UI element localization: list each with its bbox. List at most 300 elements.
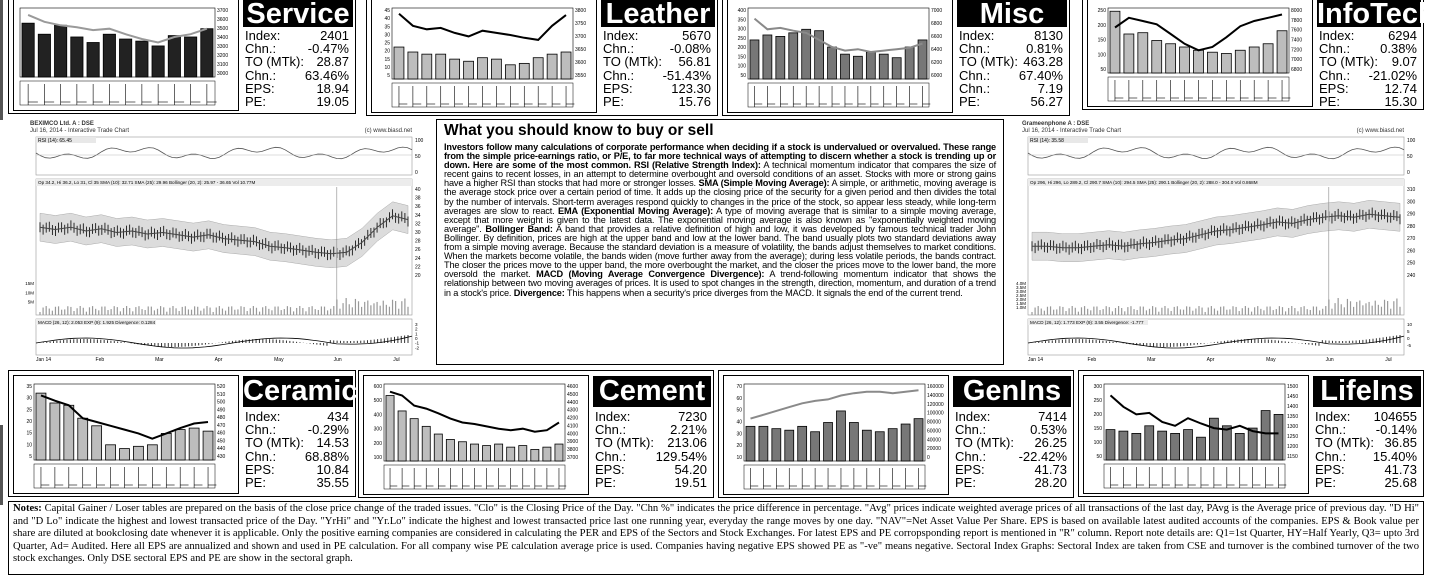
turnover-bar [458,442,466,461]
leather-index-chart [371,0,597,113]
right-axis-tick: 1250 [1287,434,1299,440]
stat-row [955,436,1067,449]
turnover-bar [1263,44,1273,73]
turnover-bar [750,40,759,79]
right-axis-tick: 490 [217,407,226,414]
stat-row [595,476,707,489]
right-axis-tick: 0 [927,455,930,461]
stat-value: 19.51 [674,475,707,491]
stat-value: 15.40% [1372,448,1417,464]
stat-label: Chn.: [1319,41,1351,57]
macd-tick: -2 [415,345,420,351]
chart-site: (c) www.biasd.net [1356,128,1404,134]
chart-date: Jul 16, 2014 - Interactive Trade Chart [1022,128,1122,134]
month-label: Jun [1325,357,1334,363]
index-line [751,390,919,418]
ceramic-stats [245,410,349,489]
turnover-bar [394,47,404,79]
turnover-bar [763,35,772,79]
cement-title: Cement [593,376,711,407]
stat-row [245,55,349,68]
stat-row [959,55,1063,68]
right-axis-tick: 3900 [567,439,579,446]
grameenphone-tech-chart [1015,121,1422,363]
stat-label: Chn.: [959,67,991,83]
plot-frame [748,8,929,79]
left-axis-tick: 30 [26,395,32,402]
turnover-bar [398,411,406,461]
left-axis-tick: 40 [736,419,742,426]
stat-label: TO (MTk): [245,435,304,451]
cement-index-chart [363,375,589,495]
right-axis-tick: 6600 [931,34,943,40]
right-axis-tick: 3800 [575,8,587,14]
left-axis-tick: 45 [384,8,390,14]
turnover-bar [36,393,46,460]
stat-value: 213.06 [667,435,707,451]
turnover-bar [64,405,74,460]
stat-label: Index: [603,28,639,43]
stat-value: 0.38% [1380,41,1417,57]
bollinger-heading: Bollinger Band: [485,223,553,234]
turnover-bar [828,47,837,79]
stat-label: PE: [1319,94,1340,110]
turnover-bar [495,444,503,461]
stat-value: -0.08% [669,41,711,57]
volume-tick-label: 3.5M [1015,285,1026,290]
turnover-bar [1221,54,1231,74]
tech-chart-header [1022,121,1422,135]
stat-row [245,436,349,449]
stat-value: 123.30 [671,80,711,96]
turnover-bar [879,54,888,79]
right-axis-tick: 120000 [927,401,944,408]
price-tick: 30 [415,230,421,236]
turnover-bar [519,63,529,79]
volume-tick-label: 1.5M [1015,301,1026,306]
stat-row [603,95,711,108]
stat-row [595,436,707,449]
left-axis-tick: 100 [1097,52,1106,59]
right-axis-tick: 480 [217,415,226,422]
rsi-label: RSI (14): 65.45 [38,138,72,144]
stat-row [245,69,349,82]
right-axis-tick: 6200 [931,60,943,66]
turnover-bar [175,430,185,460]
left-axis-tick: 150 [1093,426,1102,432]
stat-value: -21.02% [1368,67,1417,83]
stat-value: 5670 [682,28,711,43]
turnover-bar [1194,50,1204,73]
month-label: Feb [1087,357,1097,363]
right-axis-tick: 3700 [217,8,229,14]
stat-value: 36.85 [1384,435,1417,451]
chart-subheader [1022,128,1422,135]
right-axis-tick: 3650 [575,47,587,53]
genins-stats [955,410,1067,489]
right-axis-tick: 440 [217,446,226,453]
genins-index-chart [723,375,949,495]
rsi-label: RSI (14): 35.58 [1030,138,1064,144]
left-axis-tick: 10 [26,442,32,449]
left-axis-tick: 200 [1097,22,1106,29]
left-axis-tick: 200 [373,440,382,447]
stat-row [1319,95,1417,108]
turnover-bar [120,39,132,77]
stat-value: -51.43% [662,67,711,83]
stat-label: Index: [955,409,991,424]
stat-value: -0.14% [1375,422,1417,438]
rsi-tick: 50 [1407,154,1413,160]
turnover-bar [531,449,539,461]
turnover-bar [120,449,130,460]
right-axis-tick: 3700 [575,34,587,40]
volume-strip [20,81,215,105]
stat-label: TO (MTk): [959,54,1018,70]
right-axis-tick: 520 [217,384,226,390]
left-axis-tick: 200 [737,45,746,52]
ceramic-index-chart [13,375,239,494]
turnover-bar [1197,437,1206,460]
left-axis-tick: 5 [387,73,390,79]
cement-stats [595,410,707,489]
left-axis-tick: 150 [737,54,746,61]
turnover-bar [837,411,846,461]
macd-tick: 5 [1407,329,1410,334]
right-axis-tick: 3400 [217,35,229,41]
right-axis-tick: 20000 [927,446,941,453]
right-axis-tick: 6000 [931,73,943,79]
stat-value: 463.28 [1023,54,1063,70]
turnover-bar [547,54,557,79]
stock-name: Grameenphone A : DSE [1022,121,1090,127]
left-axis-tick: 50 [736,407,742,414]
turnover-bar [55,25,67,77]
turnover-bar [1138,33,1148,73]
right-axis-tick: 4200 [567,415,579,422]
stat-label: EPS: [1319,80,1349,96]
stat-row [245,95,349,108]
stat-row [1315,450,1417,463]
price-tick: 260 [1407,248,1416,255]
stat-value: 0.81% [1026,41,1063,57]
stat-value: -0.47% [307,41,349,57]
turnover-bar [203,431,213,460]
turnover-bar [507,447,515,461]
edge-stub [0,0,3,120]
left-axis-tick: 10 [384,64,390,71]
ceramic-sector-panel [8,370,356,497]
stat-value: 0.53% [1030,422,1067,438]
right-axis-tick: 7000 [1291,57,1303,64]
stat-label: Chn.: [245,422,277,438]
turnover-bar [888,429,897,461]
turnover-bar [464,61,474,79]
turnover-bar [147,445,157,460]
right-axis-tick: 1200 [1287,444,1299,450]
right-axis-tick: 7600 [1291,27,1303,34]
rsi-tick: 0 [415,170,418,176]
leather-stats [603,29,711,108]
turnover-bar [201,29,213,77]
turnover-bar [106,445,116,460]
stat-value: 8130 [1034,28,1063,43]
price-tick: 300 [1407,199,1416,206]
turnover-bar [1222,426,1231,460]
turnover-bar [785,430,794,461]
turnover-bar [491,59,501,79]
right-axis-tick: 3100 [217,62,229,68]
turnover-bar [905,47,914,79]
left-axis-tick: 50 [1096,454,1102,460]
tech-chart-header [30,121,430,135]
plot-frame [744,384,925,461]
service-sector-panel [8,0,356,114]
stat-label: Chn.: [245,67,277,83]
macd-label: MACD (26, 12): 1.773 EXP (9): 3.55 Divergence: -1.777 [1030,320,1144,325]
macd-label: MACD (26, 12): 2.053 EXP (9): 1.925 Divergence: 0.1284 [38,320,156,325]
misc-title: Misc [957,0,1067,27]
stat-value: 129.54% [655,448,707,464]
stat-label: EPS: [595,461,625,477]
left-axis-tick: 20 [26,419,32,425]
right-axis-tick: 3000 [217,71,229,77]
right-axis-tick: 470 [217,422,226,429]
lifeins-title: LifeIns [1313,376,1421,407]
divergence-text: This happens when a security's price diverges from the MACD. It signals the end of the current trend. [564,287,963,298]
turnover-bar [450,59,460,79]
month-label: Mar [1147,357,1156,363]
stat-value: 63.46% [304,67,349,83]
turnover-bar [38,34,50,77]
right-axis-tick: 4600 [567,384,579,390]
turnover-bar [422,54,432,79]
volume-tick-label: 10M [25,290,34,296]
right-axis-tick: 4500 [567,391,579,398]
right-axis-tick: 6400 [931,47,943,53]
left-axis-tick: 500 [373,398,382,405]
chart-date: Jul 16, 2014 - Interactive Trade Chart [30,128,130,134]
left-axis-tick: 250 [1097,8,1106,14]
turnover-bar [386,396,394,461]
right-axis-tick: 3600 [217,17,229,23]
right-axis-tick: 4100 [567,423,579,430]
price-tick: 270 [1407,236,1416,243]
month-label: Mar [155,357,164,363]
stat-label: EPS: [245,461,275,477]
stat-value: 28.87 [316,54,349,70]
stat-label: TO (MTk): [245,54,304,70]
stat-value: 67.40% [1018,67,1063,83]
month-label: Jul [393,357,400,363]
turnover-bar [811,432,820,461]
price-tick: 280 [1407,223,1416,230]
turnover-bar [1110,11,1120,73]
turnover-bar [772,429,781,461]
right-axis-tick: 3550 [575,73,587,79]
stat-label: Index: [595,409,631,424]
volume-strip [744,465,925,489]
stat-row [959,69,1063,82]
stat-value: 19.05 [316,94,349,110]
price-tick: 26 [415,247,421,254]
price-tick: 38 [415,195,421,202]
turnover-bar [1207,52,1217,73]
stat-label: EPS: [603,80,633,96]
leather-sector-panel [366,0,718,116]
stat-row [955,476,1067,489]
right-axis-tick: 80000 [927,419,941,426]
turnover-bar [1249,47,1259,73]
turnover-bar [478,58,488,79]
turnover-bar [483,446,491,461]
volume-tick-label: 4.0M [1015,281,1026,286]
left-axis-tick: 5 [29,454,32,460]
stat-label: TO (MTk): [603,54,662,70]
stat-label: PE: [595,475,616,491]
stat-label: Index: [1319,28,1355,43]
price-tick: 310 [1407,187,1416,193]
price-tick: 250 [1407,260,1416,267]
stat-label: EPS: [955,461,985,477]
stat-label: TO (MTk): [595,435,654,451]
right-axis-tick: 60000 [927,428,941,435]
volume-strip [1104,464,1285,488]
chart-subheader [30,128,430,135]
stat-value: 26.25 [1034,435,1067,451]
genins-sector-panel [718,370,1074,498]
right-axis-tick: 1400 [1287,404,1299,410]
turnover-bar [133,446,143,460]
right-axis-tick: 3500 [217,26,229,32]
lifeins-index-chart [1083,375,1309,494]
left-axis-tick: 250 [1093,398,1102,404]
turnover-bar [1152,41,1162,74]
left-axis-tick: 250 [737,35,746,42]
turnover-bar [434,434,442,461]
left-axis-tick: 30 [384,32,390,39]
turnover-bar [849,423,858,462]
macd-tick: 2 [415,326,418,332]
service-title: Service [243,0,353,27]
stat-label: Chn.: [245,448,277,464]
lifeins-stats [1315,410,1417,489]
right-axis-tick: 510 [217,391,226,398]
stat-label: PE: [959,94,980,110]
stat-value: 41.73 [1034,461,1067,477]
stat-value: 2401 [320,28,349,43]
stat-value: 41.73 [1384,461,1417,477]
left-axis-tick: 150 [1097,37,1106,44]
left-axis-tick: 300 [737,26,746,33]
turnover-bar [436,54,446,79]
turnover-bar [543,447,551,461]
stat-row [603,55,711,68]
price-tick: 28 [415,238,421,245]
turnover-bar [824,423,833,462]
right-axis-tick: 3200 [217,53,229,59]
stat-value: 15.76 [678,94,711,110]
right-axis-tick: 3300 [217,44,229,50]
stat-label: Chn.: [1319,67,1351,83]
article-intro: Investors follow many calculations of corporate performance when deciding if a stock is undervalued or overvalued. These range from the simple price-earnings ratio, or P/E, to far more technical ways of attempting to discern whether a stock is trending up or down. Here are some of the most common. [444,142,996,171]
stat-row [955,450,1067,463]
stat-value: -0.29% [307,422,349,438]
turnover-bar [866,52,875,79]
article-title: What you should know to buy or sell [444,122,714,139]
stat-value: 15.30 [1384,94,1417,110]
turnover-bar [914,419,923,461]
stat-value: 12.74 [1384,80,1417,96]
turnover-bar [875,432,884,461]
notes-heading: Notes: [13,503,42,514]
stat-value: 25.68 [1384,475,1417,491]
stat-label: TO (MTk): [1319,54,1378,70]
chart-site: (c) www.biasd.net [364,128,412,134]
stat-row [603,69,711,82]
price-tick: 240 [1407,273,1416,279]
rsi-heading: RSI (Relative Strength Index): [634,160,761,171]
left-axis-tick: 15 [26,430,32,437]
month-label: Jul [1385,357,1392,363]
stat-row [245,450,349,463]
macd-tick: 0 [415,336,418,341]
turnover-bar [1274,414,1283,460]
turnover-bar [1132,433,1141,460]
turnover-bar [22,23,34,77]
stat-label: Chn.: [1315,448,1347,464]
left-axis-tick: 100 [1093,440,1102,446]
ema-text: A type of moving average that is similar to a simple moving average, except that more weight is given to the latest data. The exponential moving average is also known as "exponentially weighted moving average". [444,205,997,234]
turnover-bar [1158,431,1167,460]
stat-label: Index: [1315,409,1351,424]
stat-label: Chn.: [603,41,635,57]
sma-heading: SMA (Simple Moving Average): [698,178,830,189]
stat-value: 6294 [1388,28,1417,43]
turnover-bar [1235,50,1245,73]
stat-value: 7.19 [1037,80,1063,96]
ema-heading: EMA (Exponential Moving Average): [558,205,714,216]
stat-row [1319,69,1417,82]
turnover-bar [410,419,418,461]
right-axis-tick: 40000 [927,437,941,444]
right-axis-tick: 7800 [1291,17,1303,24]
price-tick: 20 [415,273,421,279]
rsi-tick: 100 [1407,138,1416,144]
turnover-bar [1277,31,1287,73]
turnover-bar [103,34,115,77]
notes-box [8,501,1424,575]
turnover-bar [892,58,901,79]
bollinger-text: A band that provides a relative definition of high and low, it was developed by famous technical trader John Bollinger. By definition, prices are high at the upper band and low at the lower band. The band usually plots two standard deviations away from a simple moving average. Because the standard deviation is a measure of volatility, the bands adjust themselves to market conditions. When the markets become volatile, the bands widen (move further away from the average); during less volatile periods, the bands contract. The closer the prices move to the upper band, the more overbought the market, and the closer the prices move to the lower band, the more oversold the market. [444,223,996,280]
stat-value: 28.20 [1034,475,1067,491]
article-body [444,143,996,298]
price-legend: Op 296, Hi 296, Lo 289.2, Cl 290.7 SMA (10): 294.5 SMA (25): 290.1 Bollinger (20, 2): 288.0 - 304.0 Vol 0.868M [1030,180,1258,185]
stat-label: Chn.: [245,41,277,57]
turnover-bar [505,65,515,79]
right-axis-tick: 1300 [1287,424,1299,430]
stat-value: 68.88% [304,448,349,464]
left-axis-tick: 15 [384,56,390,63]
stat-value: 14.53 [316,435,349,451]
price-tick: 40 [415,187,421,193]
right-axis-tick: 460 [217,430,226,437]
stat-label: Chn.: [955,422,987,438]
stat-row [595,450,707,463]
lifeins-sector-panel [1078,370,1424,497]
right-axis-tick: 100000 [927,410,944,417]
month-label: Jan 14 [1028,357,1044,363]
